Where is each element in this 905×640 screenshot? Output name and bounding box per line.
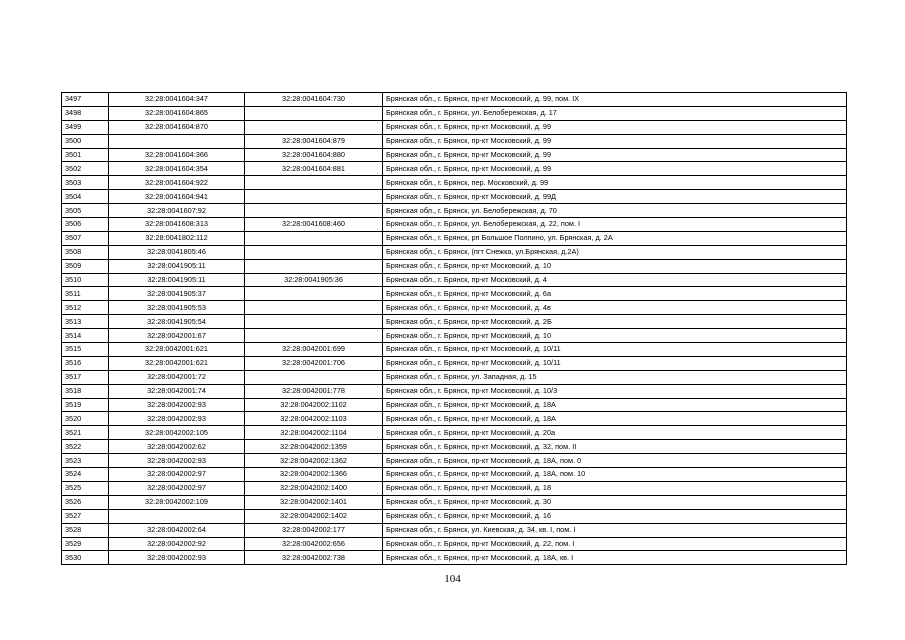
premises-cadastral-number-cell (245, 329, 383, 343)
table-row (62, 273, 847, 287)
premises-cadastral-number-cell: 32:28:0042002:738 (245, 551, 383, 565)
cadastral-number-cell: 32:28:0041604:366 (109, 148, 245, 162)
address-cell: Брянская обл., г. Брянск, пр-кт Московский, д. 32, пом. II (383, 440, 847, 454)
address-cell: Брянская обл., г. Брянск, пр-кт Московский, д. 20а (383, 426, 847, 440)
premises-cadastral-number-cell: 32:28:0042001:778 (245, 384, 383, 398)
premises-cadastral-number-cell: 32:28:0041905:36 (245, 273, 383, 287)
cadastral-number-cell: 32:28:0042001:72 (109, 370, 245, 384)
address-cell: Брянская обл., г. Брянск, пр-кт Московский, д. 30 (383, 495, 847, 509)
address-cell: Брянская обл., г. Брянск, пр-кт Московский, д. 4 (383, 273, 847, 287)
cadastral-number-cell: 32:28:0041608:313 (109, 218, 245, 232)
cadastral-number-cell: 32:28:0041604:347 (109, 93, 245, 107)
address-cell: Брянская обл., г. Брянск, пр-кт Московский, д. 99Д (383, 190, 847, 204)
row-number-cell: 3529 (62, 537, 109, 551)
table-row (62, 190, 847, 204)
table-row (62, 537, 847, 551)
cadastral-number-cell: 32:28:0041604:354 (109, 162, 245, 176)
premises-cadastral-number-cell: 32:28:0041604:879 (245, 134, 383, 148)
row-number-cell: 3512 (62, 301, 109, 315)
cadastral-number-cell: 32:28:0042002:105 (109, 426, 245, 440)
address-cell: Брянская обл., г. Брянск, ул. Белобережская, д. 17 (383, 106, 847, 120)
row-number-cell: 3525 (62, 481, 109, 495)
table-row (62, 481, 847, 495)
row-number-cell: 3517 (62, 370, 109, 384)
cadastral-number-cell: 32:28:0042002:93 (109, 398, 245, 412)
table-row (62, 370, 847, 384)
premises-cadastral-number-cell (245, 315, 383, 329)
cadastral-number-cell (109, 134, 245, 148)
row-number-cell: 3523 (62, 454, 109, 468)
cadastral-number-cell: 32:28:0041604:922 (109, 176, 245, 190)
premises-cadastral-number-cell: 32:28:0042002:1102 (245, 398, 383, 412)
address-cell: Брянская обл., г. Брянск, пр-кт Московский, д. 10 (383, 329, 847, 343)
row-number-cell: 3508 (62, 245, 109, 259)
address-cell: Брянская обл., г. Брянск, ул. Западная, д. 15 (383, 370, 847, 384)
premises-cadastral-number-cell: 32:28:0041604:880 (245, 148, 383, 162)
address-cell: Брянская обл., г. Брянск, пр-кт Московский, д. 4в (383, 301, 847, 315)
table-row (62, 356, 847, 370)
cadastral-number-cell: 32:28:0041905:53 (109, 301, 245, 315)
cadastral-number-cell: 32:28:0042002:93 (109, 551, 245, 565)
table-row (62, 148, 847, 162)
table-row (62, 106, 847, 120)
row-number-cell: 3513 (62, 315, 109, 329)
cadastral-number-cell: 32:28:0042002:92 (109, 537, 245, 551)
premises-cadastral-number-cell: 32:28:0041604:881 (245, 162, 383, 176)
premises-cadastral-number-cell: 32:28:0041604:730 (245, 93, 383, 107)
address-cell: Брянская обл., г. Брянск, пр-кт Московский, д. 10/11 (383, 343, 847, 357)
premises-cadastral-number-cell: 32:28:0042001:706 (245, 356, 383, 370)
table-row (62, 120, 847, 134)
page-number: 104 (444, 573, 461, 585)
premises-cadastral-number-cell: 32:28:0042002:1104 (245, 426, 383, 440)
address-cell: Брянская обл., г. Брянск, пр-кт Московский, д. 6а (383, 287, 847, 301)
premises-cadastral-number-cell (245, 287, 383, 301)
table-row (62, 329, 847, 343)
row-number-cell: 3499 (62, 120, 109, 134)
table-body (62, 93, 847, 565)
address-cell: Брянская обл., г. Брянск, пр-кт Московский, д. 18А, пом. 10 (383, 468, 847, 482)
row-number-cell: 3522 (62, 440, 109, 454)
row-number-cell: 3515 (62, 343, 109, 357)
premises-cadastral-number-cell (245, 231, 383, 245)
row-number-cell: 3528 (62, 523, 109, 537)
row-number-cell: 3514 (62, 329, 109, 343)
address-cell: Брянская обл., г. Брянск, ул. Белобережская, д. 70 (383, 204, 847, 218)
premises-cadastral-number-cell (245, 190, 383, 204)
cadastral-number-cell: 32:28:0042002:109 (109, 495, 245, 509)
cadastral-number-cell: 32:28:0041905:37 (109, 287, 245, 301)
row-number-cell: 3498 (62, 106, 109, 120)
address-cell: Брянская обл., г. Брянск, пр-кт Московский, д. 10 (383, 259, 847, 273)
row-number-cell: 3500 (62, 134, 109, 148)
row-number-cell: 3503 (62, 176, 109, 190)
premises-cadastral-number-cell: 32:28:0042002:1401 (245, 495, 383, 509)
cadastral-number-cell: 32:28:0042002:97 (109, 481, 245, 495)
cadastral-number-cell: 32:28:0042002:64 (109, 523, 245, 537)
table-row (62, 218, 847, 232)
address-cell: Брянская обл., г. Брянск, пр-кт Московский, д. 18А, пом. 0 (383, 454, 847, 468)
table-row (62, 301, 847, 315)
row-number-cell: 3507 (62, 231, 109, 245)
premises-cadastral-number-cell (245, 245, 383, 259)
row-number-cell: 3530 (62, 551, 109, 565)
cadastral-number-cell: 32:28:0042002:62 (109, 440, 245, 454)
address-cell: Брянская обл., г. Брянск, пер. Московский, д. 99 (383, 176, 847, 190)
cadastral-number-cell: 32:28:0041905:11 (109, 259, 245, 273)
table-row (62, 551, 847, 565)
table-row (62, 231, 847, 245)
premises-cadastral-number-cell (245, 120, 383, 134)
table-row (62, 523, 847, 537)
address-cell: Брянская обл., г. Брянск, пр-кт Московский, д. 10/3 (383, 384, 847, 398)
row-number-cell: 3502 (62, 162, 109, 176)
row-number-cell: 3511 (62, 287, 109, 301)
premises-cadastral-number-cell (245, 259, 383, 273)
address-cell: Брянская обл., г. Брянск, ул. Белобережская, д. 22, пом. I (383, 218, 847, 232)
row-number-cell: 3501 (62, 148, 109, 162)
premises-cadastral-number-cell (245, 301, 383, 315)
row-number-cell: 3524 (62, 468, 109, 482)
table-row (62, 315, 847, 329)
premises-cadastral-number-cell: 32:28:0042002:656 (245, 537, 383, 551)
table-row (62, 287, 847, 301)
table-row (62, 204, 847, 218)
row-number-cell: 3504 (62, 190, 109, 204)
row-number-cell: 3506 (62, 218, 109, 232)
address-cell: Брянская обл., г. Брянск, пр-кт Московский, д. 16 (383, 509, 847, 523)
table-row (62, 412, 847, 426)
table-row (62, 259, 847, 273)
row-number-cell: 3520 (62, 412, 109, 426)
table-row (62, 384, 847, 398)
cadastral-number-cell: 32:28:0042002:93 (109, 412, 245, 426)
premises-cadastral-number-cell: 32:28:0042002:1103 (245, 412, 383, 426)
row-number-cell: 3509 (62, 259, 109, 273)
cadastral-number-cell: 32:28:0041802:112 (109, 231, 245, 245)
premises-cadastral-number-cell (245, 106, 383, 120)
cadastral-number-cell: 32:28:0042002:97 (109, 468, 245, 482)
cadastral-number-cell: 32:28:0042001:621 (109, 343, 245, 357)
cadastral-number-cell: 32:28:0041604:870 (109, 120, 245, 134)
address-cell: Брянская обл., г. Брянск, пр-кт Московский, д. 18 (383, 481, 847, 495)
premises-cadastral-number-cell (245, 204, 383, 218)
table-row (62, 426, 847, 440)
row-number-cell: 3527 (62, 509, 109, 523)
premises-cadastral-number-cell: 32:28:0042002:177 (245, 523, 383, 537)
row-number-cell: 3519 (62, 398, 109, 412)
table-row (62, 343, 847, 357)
address-cell: Брянская обл., г. Брянск, пр-кт Московский, д. 2Б (383, 315, 847, 329)
row-number-cell: 3518 (62, 384, 109, 398)
table-row (62, 454, 847, 468)
premises-cadastral-number-cell: 32:28:0042002:1359 (245, 440, 383, 454)
address-cell: Брянская обл., г. Брянск, пр-кт Московский, д. 99 (383, 134, 847, 148)
address-cell: Брянская обл., г. Брянск, пр-кт Московский, д. 99 (383, 162, 847, 176)
cadastral-number-cell: 32:28:0041604:865 (109, 106, 245, 120)
address-cell: Брянская обл., г. Брянск, (пгт Снежка, ул.Брянская, д.2А) (383, 245, 847, 259)
address-cell: Брянская обл., г. Брянск, пр-кт Московский, д. 99, пом. IX (383, 93, 847, 107)
address-cell: Брянская обл., г. Брянск, пр-кт Московский, д. 18А (383, 398, 847, 412)
table-row (62, 162, 847, 176)
address-cell: Брянская обл., г. Брянск, пр-кт Московский, д. 18А, кв. I (383, 551, 847, 565)
cadastral-number-cell: 32:28:0041905:54 (109, 315, 245, 329)
premises-cadastral-number-cell: 32:28:0042002:1402 (245, 509, 383, 523)
cadastral-number-cell: 32:28:0041604:941 (109, 190, 245, 204)
address-cell: Брянская обл., г. Брянск, пр-кт Московский, д. 22, пом. I (383, 537, 847, 551)
cadastral-number-cell: 32:28:0042002:93 (109, 454, 245, 468)
table-row (62, 245, 847, 259)
address-cell: Брянская обл., г. Брянск, пр-кт Московский, д. 99 (383, 148, 847, 162)
row-number-cell: 3526 (62, 495, 109, 509)
address-cell: Брянская обл., г. Брянск, ул. Киевская, д. 34, кв. I, пом. I (383, 523, 847, 537)
premises-cadastral-number-cell: 32:28:0042002:1400 (245, 481, 383, 495)
address-cell: Брянская обл., г. Брянск, рп Большое Полпино, ул. Брянская, д. 2А (383, 231, 847, 245)
premises-cadastral-number-cell: 32:28:0042002:1366 (245, 468, 383, 482)
address-cell: Брянская обл., г. Брянск, пр-кт Московский, д. 18А (383, 412, 847, 426)
row-number-cell: 3497 (62, 93, 109, 107)
table-row (62, 509, 847, 523)
row-number-cell: 3521 (62, 426, 109, 440)
premises-cadastral-number-cell: 32:28:0042001:699 (245, 343, 383, 357)
cadastral-number-cell: 32:28:0042001:74 (109, 384, 245, 398)
address-cell: Брянская обл., г. Брянск, пр-кт Московский, д. 10/11 (383, 356, 847, 370)
table-row (62, 176, 847, 190)
cadastral-number-cell: 32:28:0041905:11 (109, 273, 245, 287)
table-row (62, 468, 847, 482)
address-cell: Брянская обл., г. Брянск, пр-кт Московский, д. 99 (383, 120, 847, 134)
premises-cadastral-number-cell (245, 370, 383, 384)
cadastral-number-cell: 32:28:0041607:92 (109, 204, 245, 218)
property-registry-table (61, 92, 847, 565)
row-number-cell: 3505 (62, 204, 109, 218)
row-number-cell: 3516 (62, 356, 109, 370)
cadastral-number-cell: 32:28:0042001:67 (109, 329, 245, 343)
cadastral-number-cell (109, 509, 245, 523)
row-number-cell: 3510 (62, 273, 109, 287)
table-row (62, 398, 847, 412)
cadastral-number-cell: 32:28:0042001:621 (109, 356, 245, 370)
premises-cadastral-number-cell (245, 176, 383, 190)
cadastral-number-cell: 32:28:0041805:46 (109, 245, 245, 259)
premises-cadastral-number-cell: 32:28:0042002:1362 (245, 454, 383, 468)
premises-cadastral-number-cell: 32:28:0041608:460 (245, 218, 383, 232)
table-row (62, 134, 847, 148)
table-row (62, 495, 847, 509)
table-row (62, 93, 847, 107)
table-row (62, 440, 847, 454)
